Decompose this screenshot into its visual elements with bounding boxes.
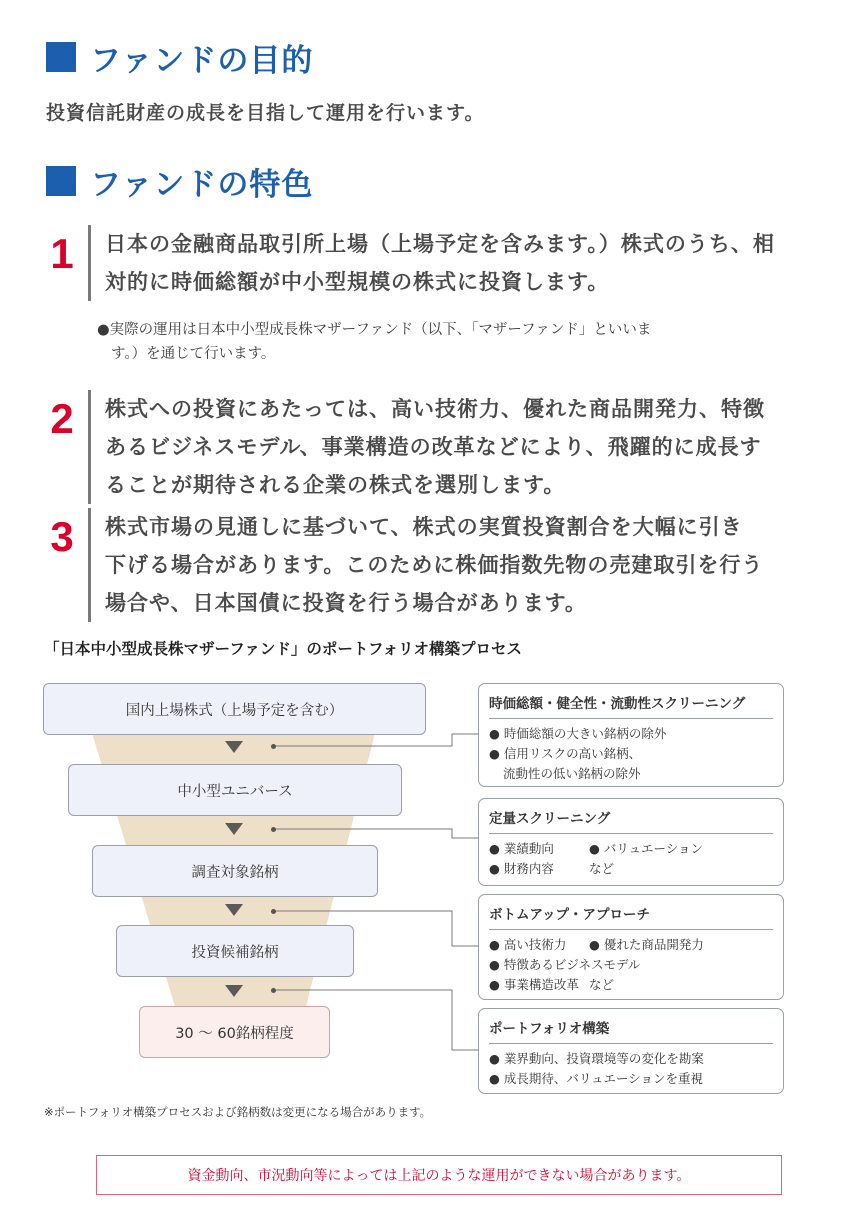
box-divider <box>489 929 773 930</box>
down-arrow-icon <box>225 985 243 997</box>
footnote: ※ポートフォリオ構築プロセスおよび銘柄数は変更になる場合があります。 <box>44 1105 432 1119</box>
box-title: 定量スクリーニング <box>489 811 611 827</box>
feature-number: 1 <box>50 230 74 277</box>
stage-small-mid-universe: 中小型ユニバース <box>68 764 402 816</box>
warning-text: 資金動向、市況動向等によっては上記のような運用ができない場合があります。 <box>187 1168 691 1184</box>
down-arrow-icon <box>225 741 243 753</box>
stage-research-targets: 調査対象銘柄 <box>92 845 378 897</box>
box-title: ポートフォリオ構築 <box>489 1021 610 1037</box>
feature-text: 日本の金融商品取引所上場（上場予定を含みます。）株式のうち、相 対的に時価総額が中小型規模の株式に投資します。 <box>105 232 775 294</box>
diagram-title: 「日本中小型成長株マザーファンド」のポートフォリオ構築プロセス <box>44 640 523 658</box>
screening-box-portfolio <box>478 1008 784 1094</box>
connector-dot-icon <box>271 909 276 914</box>
feature-1-note: ●実際の運用は日本中小型成長株マザーファンド（以下、「マザーファンド」といいま す。）を通じて行います。 <box>97 322 652 362</box>
down-arrow-icon <box>225 904 243 916</box>
down-arrow-icon <box>225 823 243 835</box>
box-title: ボトムアップ・アプローチ <box>489 907 651 923</box>
purpose-title: ファンドの目的 <box>90 42 314 79</box>
warning-box <box>96 1155 782 1195</box>
connector-dot-icon <box>271 744 276 749</box>
screening-box-quantitative <box>478 798 784 886</box>
stage-final-portfolio: 30 ～ 60銘柄程度 <box>139 1006 330 1058</box>
screening-box-liquidity <box>478 683 784 787</box>
feature-number: 2 <box>50 395 74 442</box>
box-divider <box>489 1043 773 1044</box>
purpose-text: 投資信託財産の成長を目指して運用を行います。 <box>46 102 485 124</box>
connector-dot-icon <box>271 988 276 993</box>
screening-box-bottom-up <box>478 894 784 1000</box>
box-divider <box>489 718 773 719</box>
stage-listed-stocks: 国内上場株式（上場予定を含む） <box>43 683 426 735</box>
box-body: ● 時価総額の大きい銘柄の除外 ● 信用リスクの高い銘柄、 流動性の低い銘柄の除外 <box>489 726 667 781</box>
feature-text: 株式への投資にあたっては、高い技術力、優れた商品開発力、特徴 あるビジネスモデル、事業構造の改革などにより、飛躍的に成長す ることが期待される企業の株式を選別します。 <box>105 397 765 497</box>
feature-text: 株式市場の見通しに基づいて、株式の実質投資割合を大幅に引き 下げる場合があります。このために株価指数先物の売建取引を行う 場合や、日本国債に投資を行う場合があります。 <box>105 515 764 615</box>
feature-number: 3 <box>50 513 74 560</box>
box-body: ● 業績動向 ● バリュエーション ● 財務内容 など <box>489 841 704 876</box>
box-title: 時価総額・健全性・流動性スクリーニング <box>489 696 746 712</box>
box-body: ● 高い技術力 ● 優れた商品開発力 ● 特徴あるビジネスモデル ● 事業構造改革 など <box>489 937 704 992</box>
stage-candidates: 投資候補銘柄 <box>116 925 354 977</box>
connector-dot-icon <box>271 827 276 832</box>
box-body: ● 業界動向、投資環境等の変化を勘案 ● 成長期待、バリュエーションを重視 <box>489 1051 704 1086</box>
box-divider <box>489 833 773 834</box>
features-title: ファンドの特色 <box>90 166 314 203</box>
